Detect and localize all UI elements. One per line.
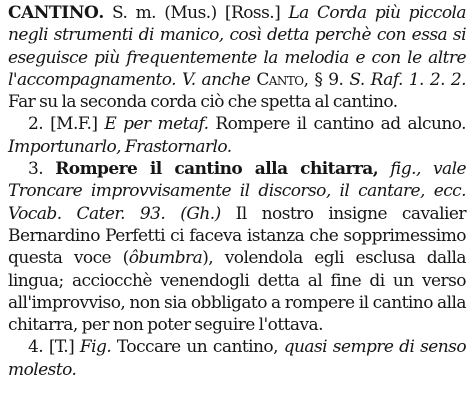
gloss: Importunarlo, Frastornarlo. (8, 136, 232, 157)
idiom-phrase: Rompere il cantino alla chitarra, (55, 159, 379, 180)
headword: CANTINO (8, 3, 99, 23)
source-tag: [Ross.] (224, 3, 281, 23)
usage-label: fig., (390, 159, 421, 180)
quote-part-1: Il nostro insigne cavalier Bernardino Perfetti ci faceva istanza che sopprimessimo questa voce ( (8, 203, 466, 269)
author-tag: (Gh.) (180, 203, 221, 224)
sense-4 (8, 336, 466, 381)
definition: La Corda più piccola negli strumenti di manico, così detta perchè con essa si eseguisce più frequentemente la melodia e con le altre l'accompagnamento. (8, 3, 466, 90)
usage-label: Fig. (79, 337, 112, 358)
quote-term: ôbumbra (128, 248, 203, 269)
sense-number: 4. (28, 337, 44, 358)
sense-2 (8, 113, 466, 158)
usage-note: quasi sempre di senso molesto. (8, 337, 467, 380)
source-tag: [M.F.] (50, 114, 98, 135)
sense-number: 3. (28, 159, 44, 180)
source-reference: Vocab. Cater. 93. (8, 203, 166, 224)
domain-label: (Mus.) (164, 3, 217, 23)
gloss: vale Troncare improvvisamente il discorso, il cantare, ecc. (8, 159, 466, 202)
source-tag: [T.] (48, 337, 75, 358)
example-phrase: Rompere il cantino ad alcuno. (215, 114, 467, 135)
example-phrase: Toccare un cantino, (116, 337, 278, 358)
grammar-abbreviation: S. m. (112, 3, 157, 23)
entry-cantino: CANTINO. S. m. (Mus.) [Ross.] La Corda più piccola negli strumenti di manico, così detta perchè con essa si eseguisce più frequentemente la melodia e con le altre l'accompagnamento. V. anche Canto, § 9. S. Raf. 1. 2. 2. Far su la seconda corda ciò che spetta al cantino. (8, 3, 466, 113)
usage-label: E per metaf. (104, 114, 209, 135)
section-mark: § 9. (314, 69, 344, 90)
sense-reference: S. Raf. 1. 2. 2. (349, 69, 466, 90)
citation: Far su la seconda corda ciò che spetta al cantino. (8, 92, 398, 113)
see-also-word: Canto (256, 69, 304, 90)
quote-part-2: ), volendola egli esclusa dalla lingua; acciocchè venendogli detta al fine di un verso all'improvviso, non sia obbligato a rompere il cantino alla chitarra, per non poter seguire l'ottava. (8, 248, 466, 336)
see-also-prefix: V. anche (181, 69, 251, 90)
sense-number: 2. (28, 114, 44, 135)
dictionary-page (8, 2, 466, 381)
sense-3 (8, 158, 466, 336)
